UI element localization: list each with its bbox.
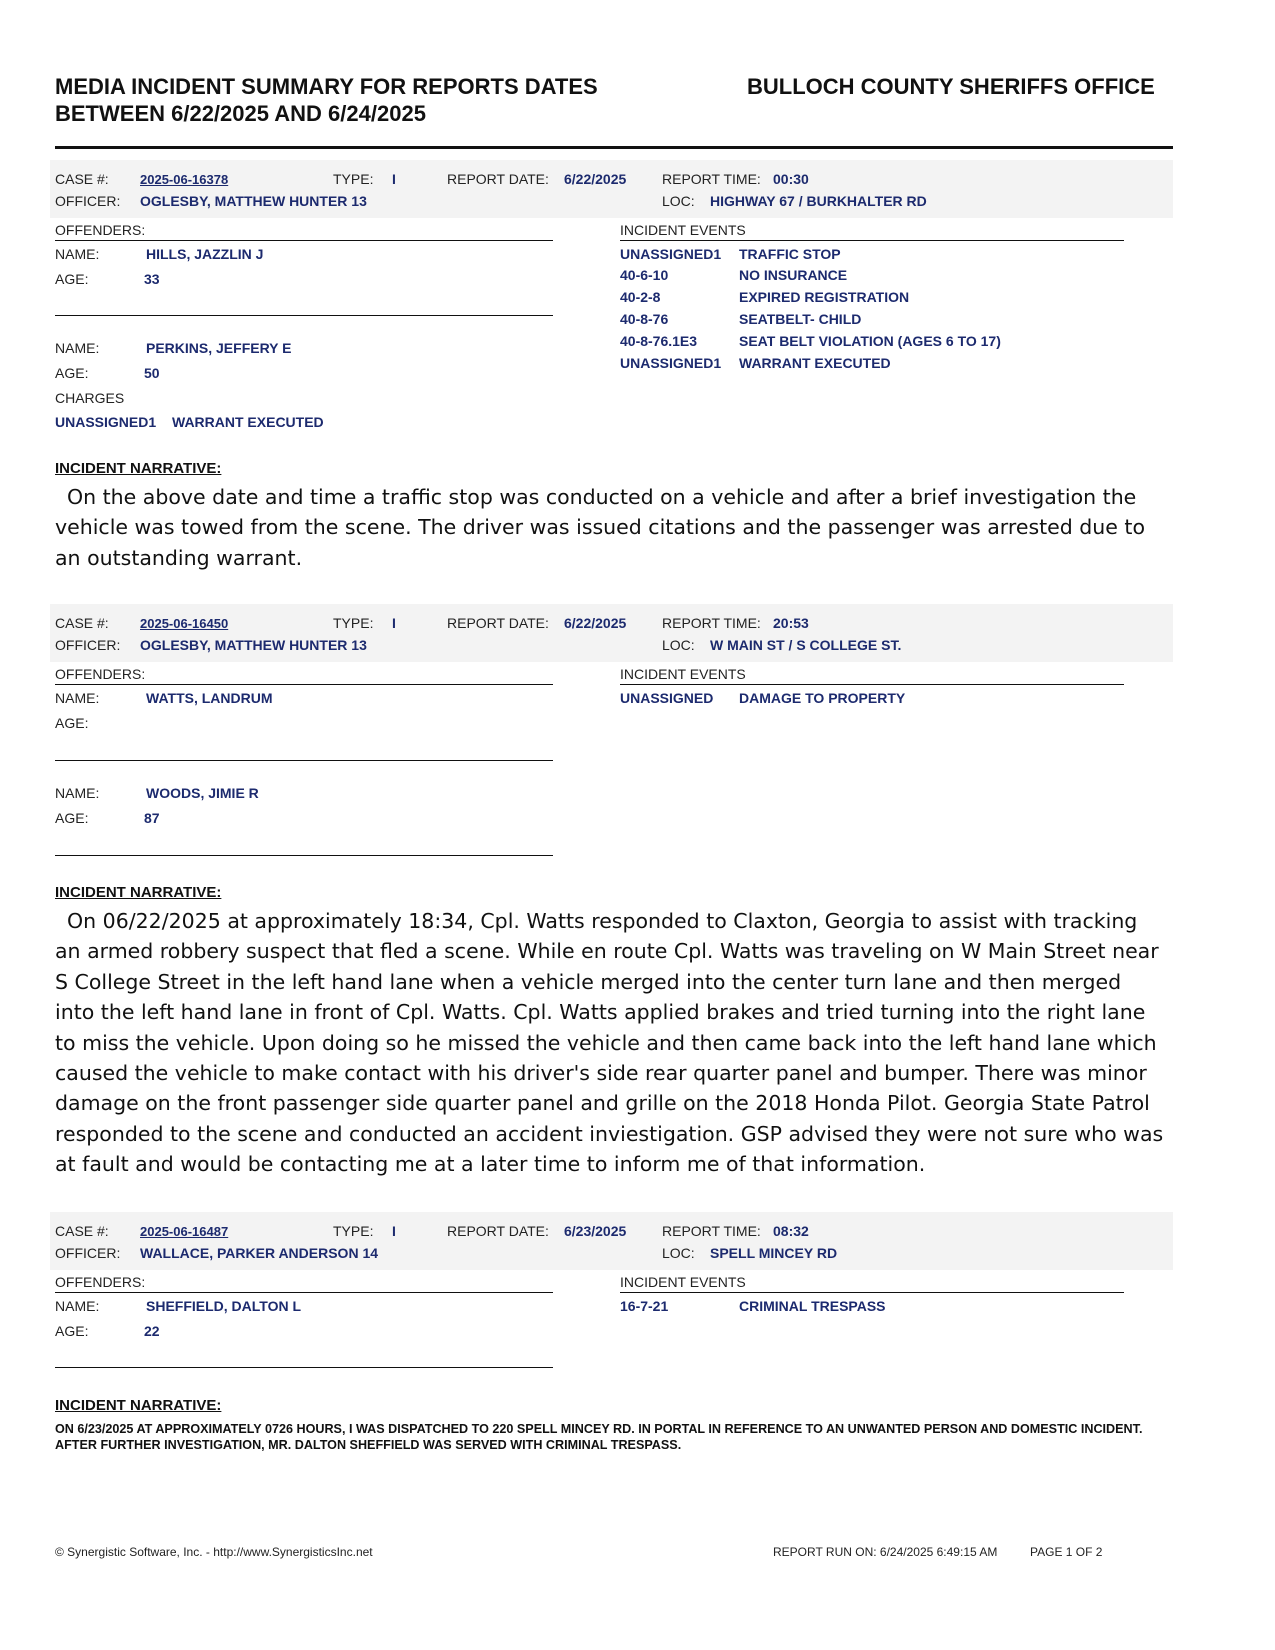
events-rule (620, 240, 1124, 241)
officer-label: OFFICER: (55, 193, 121, 209)
events-rule (620, 684, 1124, 685)
offender-name-label: NAME: (55, 246, 100, 262)
offenders-label: OFFENDERS: (55, 222, 146, 238)
offender-age: 33 (144, 271, 160, 287)
case-label: CASE #: (55, 171, 109, 187)
event-desc: CRIMINAL TRESPASS (739, 1298, 886, 1314)
incident-narrative-text: On the above date and time a traffic stop was conducted on a vehicle and after a brief investigation the vehicle was towed from the scene. The driver was issued citations and the passenger was arrested due to an outstanding warrant. (55, 485, 1146, 570)
type-value: I (392, 171, 396, 187)
event-desc: WARRANT EXECUTED (739, 355, 891, 371)
footer-page-number: PAGE 1 OF 2 (1030, 1545, 1103, 1559)
offender-age-label: AGE: (55, 810, 89, 826)
incident-narrative-heading: INCIDENT NARRATIVE: (55, 460, 222, 477)
offender-age: 87 (144, 810, 160, 826)
offenders-rule (55, 684, 553, 685)
report-time-label: REPORT TIME: (662, 615, 761, 631)
loc-label: LOC: (662, 193, 695, 209)
offender-name: PERKINS, JEFFERY E (146, 340, 292, 356)
events-rule (620, 1292, 1124, 1293)
incident-narrative-heading: INCIDENT NARRATIVE: (55, 1397, 222, 1414)
report-date-value: 6/22/2025 (564, 171, 627, 187)
officer-label: OFFICER: (55, 1245, 121, 1261)
header-rule (55, 146, 1173, 149)
loc-value: HIGHWAY 67 / BURKHALTER RD (710, 193, 927, 209)
event-code: UNASSIGNED1 (620, 355, 722, 371)
offender-name: WOODS, JIMIE R (146, 785, 259, 801)
report-time-label: REPORT TIME: (662, 171, 761, 187)
event-desc: DAMAGE TO PROPERTY (739, 690, 906, 706)
incident-events-label: INCIDENT EVENTS (620, 1274, 746, 1290)
incident-narrative-text: ON 6/23/2025 AT APPROXIMATELY 0726 HOURS, I WAS DISPATCHED TO 220 SPELL MINCEY RD. IN PORTAL IN REFERENCE TO AN UNWANTED PERSON AND DOMESTIC INCIDENT. AFTER FURTHER INVESTIGATION, MR. DALTON SHEFFIELD WAS SERVED WITH CRIMINAL TRESPASS. (55, 1422, 1143, 1452)
charges-label: CHARGES (55, 390, 125, 406)
event-desc: TRAFFIC STOP (739, 246, 841, 262)
event-code: 40-6-10 (620, 267, 669, 283)
type-value: I (392, 1223, 396, 1239)
footer-report-run: REPORT RUN ON: 6/24/2025 6:49:15 AM (773, 1545, 998, 1559)
type-label: TYPE: (333, 615, 374, 631)
agency-name: BULLOCH COUNTY SHERIFFS OFFICE (747, 74, 1155, 99)
case-label: CASE #: (55, 615, 109, 631)
offender-separator (55, 1367, 553, 1368)
charge-code: UNASSIGNED1 (55, 414, 157, 430)
offender-age-label: AGE: (55, 1323, 89, 1339)
event-desc: NO INSURANCE (739, 267, 848, 283)
offender-name: WATTS, LANDRUM (146, 690, 273, 706)
event-desc: SEAT BELT VIOLATION (AGES 6 TO 17) (739, 333, 1001, 349)
event-code: 40-2-8 (620, 289, 661, 305)
event-desc: SEATBELT- CHILD (739, 311, 862, 327)
charge-desc: WARRANT EXECUTED (172, 414, 324, 430)
offender-age: 22 (144, 1323, 160, 1339)
offender-separator (55, 855, 553, 856)
loc-label: LOC: (662, 1245, 695, 1261)
event-desc: EXPIRED REGISTRATION (739, 289, 910, 305)
officer-value: OGLESBY, MATTHEW HUNTER 13 (140, 637, 367, 653)
officer-label: OFFICER: (55, 637, 121, 653)
report-date-value: 6/22/2025 (564, 615, 627, 631)
loc-value: SPELL MINCEY RD (710, 1245, 838, 1261)
offenders-rule (55, 240, 553, 241)
case-label: CASE #: (55, 1223, 109, 1239)
loc-label: LOC: (662, 637, 695, 653)
case-number-link[interactable]: 2025-06-16378 (140, 172, 229, 187)
report-title-line2: BETWEEN 6/22/2025 AND 6/24/2025 (55, 101, 426, 126)
report-time-value: 08:32 (773, 1223, 809, 1239)
report-date-label: REPORT DATE: (447, 171, 549, 187)
incident-narrative-heading: INCIDENT NARRATIVE: (55, 884, 222, 901)
event-code: 40-8-76.1E3 (620, 333, 698, 349)
offender-age-label: AGE: (55, 365, 89, 381)
officer-value: WALLACE, PARKER ANDERSON 14 (140, 1245, 379, 1261)
type-label: TYPE: (333, 171, 374, 187)
event-code: UNASSIGNED (620, 690, 714, 706)
event-code: 40-8-76 (620, 311, 669, 327)
loc-value: W MAIN ST / S COLLEGE ST. (710, 637, 902, 653)
offender-age-label: AGE: (55, 271, 89, 287)
incident-events-label: INCIDENT EVENTS (620, 222, 746, 238)
incident-events-label: INCIDENT EVENTS (620, 666, 746, 682)
incident-narrative-text: On 06/22/2025 at approximately 18:34, Cpl. Watts responded to Claxton, Georgia to assist with tracking an armed robbery suspect that fled a scene. While en route Cpl. Watts was traveling on W Main Street near S College Street in the left hand lane when a vehicle merged into the center turn lane and then merged into the left hand lane in front of Cpl. Watts. Cpl. Watts applied brakes and tried turning into the right lane to miss the vehicle. Upon doing so he missed the vehicle and then came back into the left hand lane which caused the vehicle to make contact with his driver's side rear quarter panel and bumper. There was minor damage on the front passenger side quarter panel and grille on the 2018 Honda Pilot. Georgia State Patrol responded to the scene and conducted an accident inviestigation. GSP advised they were not sure who was at fault and would be contacting me at a later time to inform me of that information. (55, 909, 1164, 1177)
offenders-label: OFFENDERS: (55, 666, 146, 682)
offender-name-label: NAME: (55, 785, 100, 801)
offender-age: 50 (144, 365, 160, 381)
offender-name-label: NAME: (55, 690, 100, 706)
report-time-value: 00:30 (773, 171, 809, 187)
offenders-rule (55, 1292, 553, 1293)
offender-age-label: AGE: (55, 715, 89, 731)
report-time-value: 20:53 (773, 615, 809, 631)
report-date-label: REPORT DATE: (447, 615, 549, 631)
case-info-band (50, 604, 1173, 662)
offender-name: HILLS, JAZZLIN J (146, 246, 264, 262)
case-info-band (50, 160, 1173, 218)
offender-name-label: NAME: (55, 1298, 100, 1314)
offender-name-label: NAME: (55, 340, 100, 356)
offenders-label: OFFENDERS: (55, 1274, 146, 1290)
footer-copyright: © Synergistic Software, Inc. - http://www.SynergisticsInc.net (55, 1545, 373, 1559)
offender-separator (55, 315, 553, 316)
report-date-value: 6/23/2025 (564, 1223, 627, 1239)
case-number-link[interactable]: 2025-06-16450 (140, 616, 229, 631)
event-code: 16-7-21 (620, 1298, 669, 1314)
offender-separator (55, 760, 553, 761)
officer-value: OGLESBY, MATTHEW HUNTER 13 (140, 193, 367, 209)
offender-name: SHEFFIELD, DALTON L (146, 1298, 302, 1314)
report-date-label: REPORT DATE: (447, 1223, 549, 1239)
type-label: TYPE: (333, 1223, 374, 1239)
case-info-band (50, 1212, 1173, 1270)
event-code: UNASSIGNED1 (620, 246, 722, 262)
report-time-label: REPORT TIME: (662, 1223, 761, 1239)
report-title-line1: MEDIA INCIDENT SUMMARY FOR REPORTS DATES (55, 74, 598, 99)
type-value: I (392, 615, 396, 631)
case-number-link[interactable]: 2025-06-16487 (140, 1224, 229, 1239)
